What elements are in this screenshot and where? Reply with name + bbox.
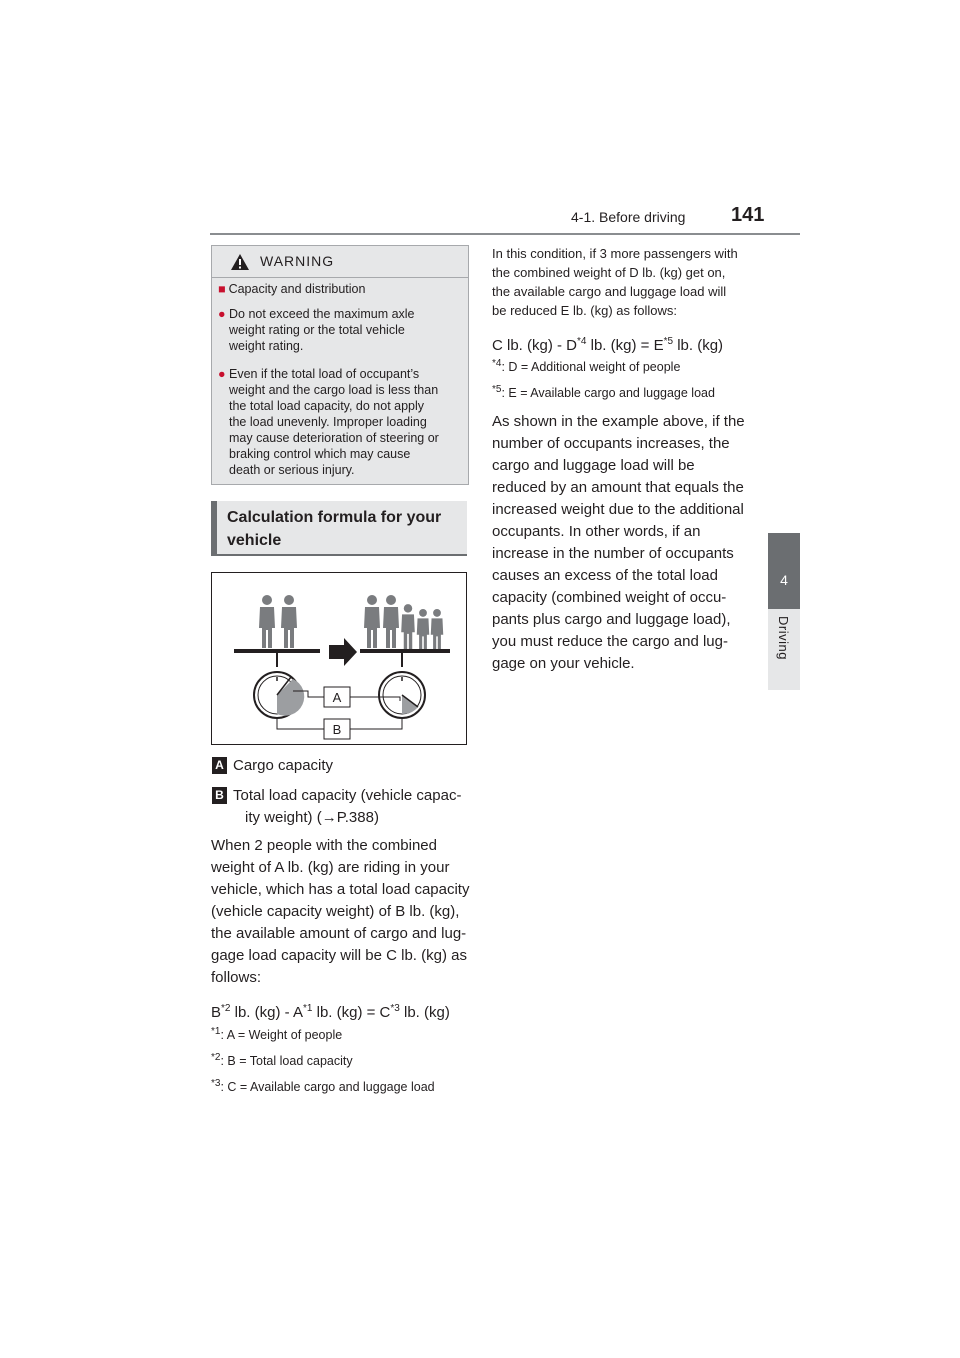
paragraph-line: the available cargo and luggage load will	[492, 284, 727, 299]
warning-box	[211, 245, 469, 485]
section-title: 4-1. Before driving	[571, 209, 686, 225]
footnote-3	[211, 1078, 435, 1094]
footnote-text: : C = Available cargo and luggage load	[220, 1080, 435, 1095]
warning-bullet-2	[218, 366, 462, 478]
chapter-label: Driving	[776, 616, 791, 660]
footnote-mark: *5	[663, 336, 674, 347]
paragraph-line: capacity (combined weight of occu-	[492, 589, 727, 606]
footnote-mark: *5	[492, 384, 502, 395]
paragraph-line: increased weight due to the additional	[492, 501, 744, 518]
formula-1	[211, 998, 450, 1024]
figure-label-b: B	[332, 722, 342, 737]
page-number: 141	[731, 204, 765, 226]
paragraph-line: follows:	[211, 969, 262, 986]
legend-b-line1: Total load capacity (vehicle capac-	[233, 787, 462, 804]
formula-part: lb. (kg) - A	[230, 1004, 303, 1021]
paragraph-line: the combined weight of D lb. (kg) get on,	[492, 265, 726, 280]
arrow-right-icon	[329, 638, 357, 666]
paragraph-line: As shown in the example above, if the	[492, 413, 745, 430]
calc-heading-box	[211, 501, 467, 556]
bullet-line: Even if the total load of occupant’s	[229, 367, 420, 381]
bullet-line: the total load capacity, do not apply	[229, 399, 425, 413]
paragraph-line: weight of A lb. (kg) are riding in your	[211, 859, 450, 876]
load-capacity-illustration	[211, 572, 467, 745]
paragraph-line: occupants. In other words, if an	[492, 523, 701, 540]
paragraph-line: gage load capacity will be C lb. (kg) as	[211, 947, 467, 964]
legend-b-line2	[245, 807, 379, 829]
footnote-mark: *3	[211, 1078, 221, 1089]
footnote-text: : D = Additional weight of people	[501, 360, 681, 375]
people-two-icon	[259, 595, 297, 648]
formula-part: lb. (kg) = C	[312, 1004, 391, 1021]
page-ref-arrow-icon: →	[321, 809, 337, 826]
footnote-1	[211, 1026, 342, 1042]
bullet-line: death or serious injury.	[229, 463, 355, 477]
bullet-line: weight rating or the total vehicle	[229, 323, 405, 337]
chapter-number: 4	[780, 572, 788, 588]
paragraph-line: In this condition, if 3 more passengers with	[492, 246, 738, 261]
warning-bullet-1	[218, 306, 462, 354]
bullet-dot-icon: ●	[218, 367, 226, 381]
warning-subheading	[218, 282, 365, 296]
formula-part: lb. (kg)	[673, 337, 724, 354]
footnote-2	[211, 1052, 353, 1068]
paragraph-line: pants plus cargo and luggage load),	[492, 611, 731, 628]
warning-triangle-icon	[230, 253, 250, 271]
footnote-mark: *1	[211, 1026, 221, 1037]
footnote-mark: *2	[211, 1052, 221, 1063]
right-paragraph	[492, 411, 764, 675]
warning-subheading-text: Capacity and distribution	[228, 282, 366, 296]
footnote-mark: *3	[390, 1003, 400, 1014]
formula-part: B	[211, 1004, 222, 1021]
footnote-text: : B = Total load capacity	[220, 1054, 353, 1069]
formula-2	[492, 331, 723, 357]
paragraph-line: causes an excess of the total load	[492, 567, 718, 584]
paragraph-line: be reduced E lb. (kg) as follows:	[492, 303, 677, 318]
footnote-mark: *4	[492, 358, 502, 369]
legend-b-box: B	[212, 787, 227, 804]
paragraph-line: gage on your vehicle.	[492, 655, 635, 672]
paragraph-line: cargo and luggage load will be	[492, 457, 695, 474]
page-reference: P.388)	[336, 809, 379, 826]
legend-a-box: A	[212, 757, 227, 774]
load-diagram	[212, 573, 466, 744]
footnote-text: : E = Available cargo and luggage load	[501, 386, 715, 401]
legend-a-text: Cargo capacity	[233, 757, 334, 774]
warning-title: WARNING	[260, 253, 335, 269]
paragraph-line: vehicle, which has a total load capacity	[211, 881, 470, 898]
people-five-icon	[364, 595, 443, 650]
formula-part: C lb. (kg) - D	[492, 337, 578, 354]
bullet-line: the load unevenly. Improper loading	[229, 415, 427, 429]
paragraph-line: increase in the number of occupants	[492, 545, 734, 562]
paragraph-line: reduced by an amount that equals the	[492, 479, 744, 496]
paragraph-line: number of occupants increases, the	[492, 435, 730, 452]
chapter-tab	[768, 533, 800, 609]
bullet-line: braking control which may cause	[229, 447, 411, 461]
footnote-mark: *4	[577, 336, 587, 347]
bullet-line: weight and the cargo load is less than	[229, 383, 439, 397]
paragraph-line: you must reduce the cargo and lug-	[492, 633, 728, 650]
footnote-4	[492, 358, 680, 374]
calc-heading-line: vehicle	[227, 532, 282, 549]
footnote-mark: *1	[303, 1003, 313, 1014]
bullet-dot-icon: ●	[218, 307, 226, 321]
figure-label-a: A	[332, 690, 342, 705]
square-bullet-icon: ■	[218, 282, 226, 296]
formula-part: lb. (kg) = E	[586, 337, 664, 354]
warning-header	[212, 246, 468, 278]
bullet-line: weight rating.	[229, 339, 304, 353]
paragraph-line: (vehicle capacity weight) of B lb. (kg),	[211, 903, 460, 920]
paragraph-line: When 2 people with the combined	[211, 837, 437, 854]
calc-heading-line: Calculation formula for your	[227, 509, 442, 526]
footnote-mark: *2	[221, 1003, 231, 1014]
right-intro	[492, 244, 762, 320]
legend-b-text: ity weight) (	[245, 809, 322, 826]
calc-heading	[227, 506, 457, 552]
bullet-line: Do not exceed the maximum axle	[229, 307, 415, 321]
header-rule	[210, 233, 800, 235]
footnote-text: : A = Weight of people	[220, 1028, 343, 1043]
paragraph-line: the available amount of cargo and lug-	[211, 925, 467, 942]
footnote-5	[492, 384, 715, 400]
left-paragraph	[211, 835, 471, 989]
bullet-line: may cause deterioration of steering or	[229, 431, 439, 445]
formula-part: lb. (kg)	[399, 1004, 450, 1021]
